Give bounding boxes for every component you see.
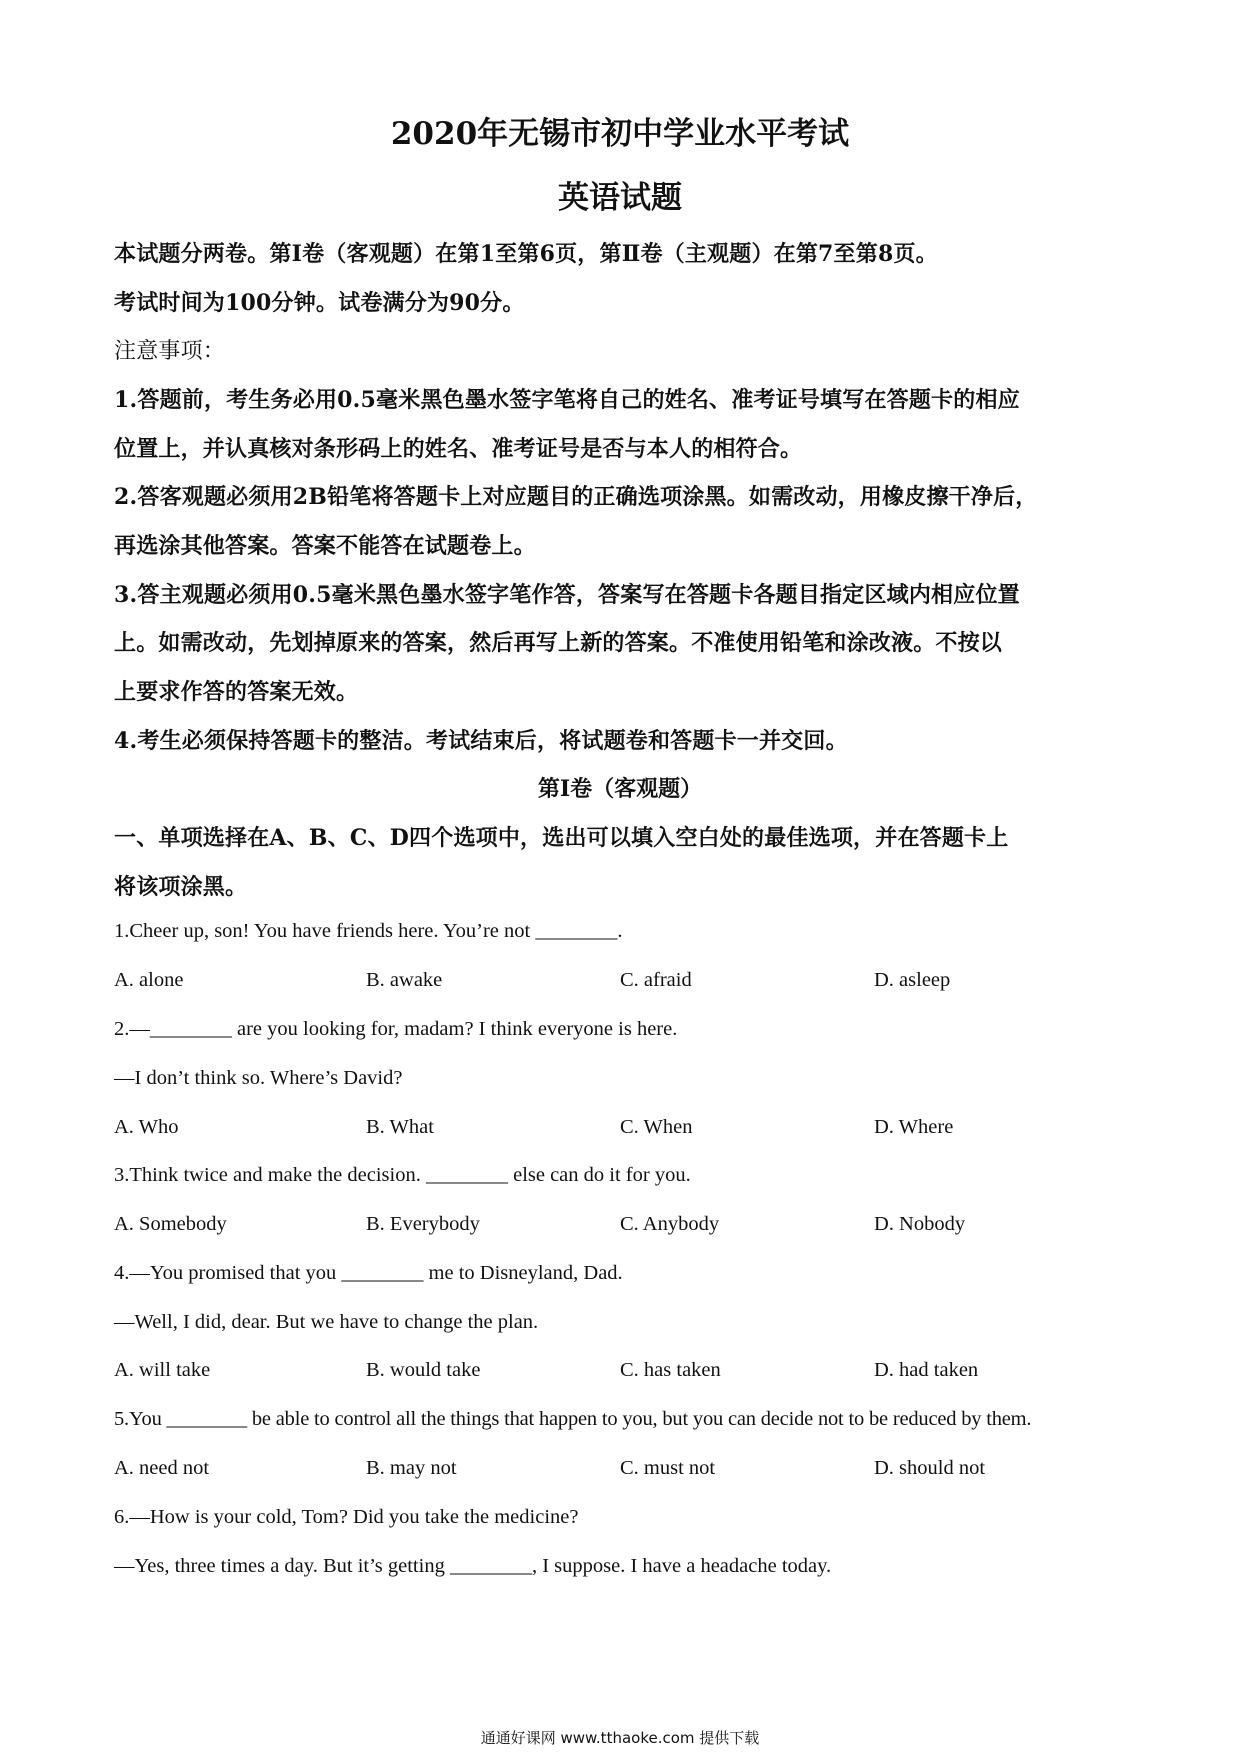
question-stem: 4.—You promised that you ________ me to Disneyland, Dad. (114, 1262, 623, 1284)
option-c: C. has taken (620, 1359, 721, 1381)
intro-line: 本试题分两卷。第Ⅰ卷（客观题）在第1至第6页，第Ⅱ卷（主观题）在第7至第8页。 (114, 241, 938, 267)
intro-line: 上要求作答的答案无效。 (114, 679, 359, 705)
option-a: A. will take (114, 1359, 211, 1381)
notes-heading: 注意事项： (114, 339, 226, 364)
question-stem: 5.You ________ be able to control all the things that happen to you, but you can decide not to be reduced by them. (114, 1408, 1032, 1430)
option-d: D. asleep (874, 969, 951, 991)
question-stem: 6.—How is your cold, Tom? Did you take the medicine? (114, 1506, 579, 1528)
option-c: C. Anybody (620, 1213, 720, 1235)
option-a: A. Somebody (114, 1213, 227, 1235)
intro-line: 位置上，并认真核对条形码上的姓名、准考证号是否与本人的相符合。 (114, 436, 803, 462)
question-stem: 1.Cheer up, son! You have friends here. You’re not ________. (114, 920, 623, 942)
intro-line: 1.答题前，考生务必用0.5毫米黑色墨水签字笔将自己的姓名、准考证号填写在答题卡的相应 (114, 387, 1020, 413)
option-b: B. would take (366, 1359, 481, 1381)
question-stem: —Yes, three times a day. But it’s getting ________, I suppose. I have a headache today. (114, 1555, 832, 1577)
option-c: C. must not (620, 1457, 716, 1479)
intro-line: 4.考生必须保持答题卡的整洁。考试结束后，将试题卷和答题卡一并交回。 (114, 728, 848, 754)
intro-line: 3.答主观题必须用0.5毫米黑色墨水签字笔作答，答案写在答题卡各题目指定区域内相应位置 (114, 582, 1020, 608)
exam-title: 2020年无锡市初中学业水平考试 (390, 116, 850, 152)
option-c: C. afraid (620, 969, 692, 991)
question-stem: 2.—________ are you looking for, madam? I think everyone is here. (114, 1018, 678, 1040)
option-a: A. need not (114, 1457, 210, 1479)
option-b: B. Everybody (366, 1213, 480, 1235)
option-c: C. When (620, 1116, 693, 1138)
question-stem: —I don’t think so. Where’s David? (114, 1067, 403, 1089)
option-b: B. What (366, 1116, 434, 1138)
page-footer: 通通好课网 www.tthaoke.com 提供下载 (480, 1729, 760, 1747)
option-d: D. Where (874, 1116, 954, 1138)
option-a: A. Who (114, 1116, 179, 1138)
option-b: B. may not (366, 1457, 457, 1479)
section-instruction: 将该项涂黑。 (114, 874, 248, 900)
exam-subtitle: 英语试题 (558, 180, 682, 216)
option-a: A. alone (114, 969, 184, 991)
intro-line: 再选涂其他答案。答案不能答在试题卷上。 (114, 533, 536, 559)
intro-line: 考试时间为100分钟。试卷满分为90分。 (114, 290, 525, 316)
option-d: D. had taken (874, 1359, 979, 1381)
section-instruction: 一、单项选择在A、B、C、D四个选项中，选出可以填入空白处的最佳选项，并在答题卡上 (114, 825, 1009, 851)
question-stem: 3.Think twice and make the decision. ________ else can do it for you. (114, 1164, 691, 1186)
section-heading: 第Ⅰ卷（客观题） (537, 776, 703, 802)
option-d: D. should not (874, 1457, 986, 1479)
option-d: D. Nobody (874, 1213, 966, 1235)
option-b: B. awake (366, 969, 443, 991)
question-stem: —Well, I did, dear. But we have to change the plan. (114, 1311, 539, 1333)
intro-line: 上。如需改动，先划掉原来的答案，然后再写上新的答案。不准使用铅笔和涂改液。不按以 (114, 630, 1003, 656)
intro-line: 2.答客观题必须用2B铅笔将答题卡上对应题目的正确选项涂黑。如需改动，用橡皮擦干净后， (114, 484, 1038, 510)
